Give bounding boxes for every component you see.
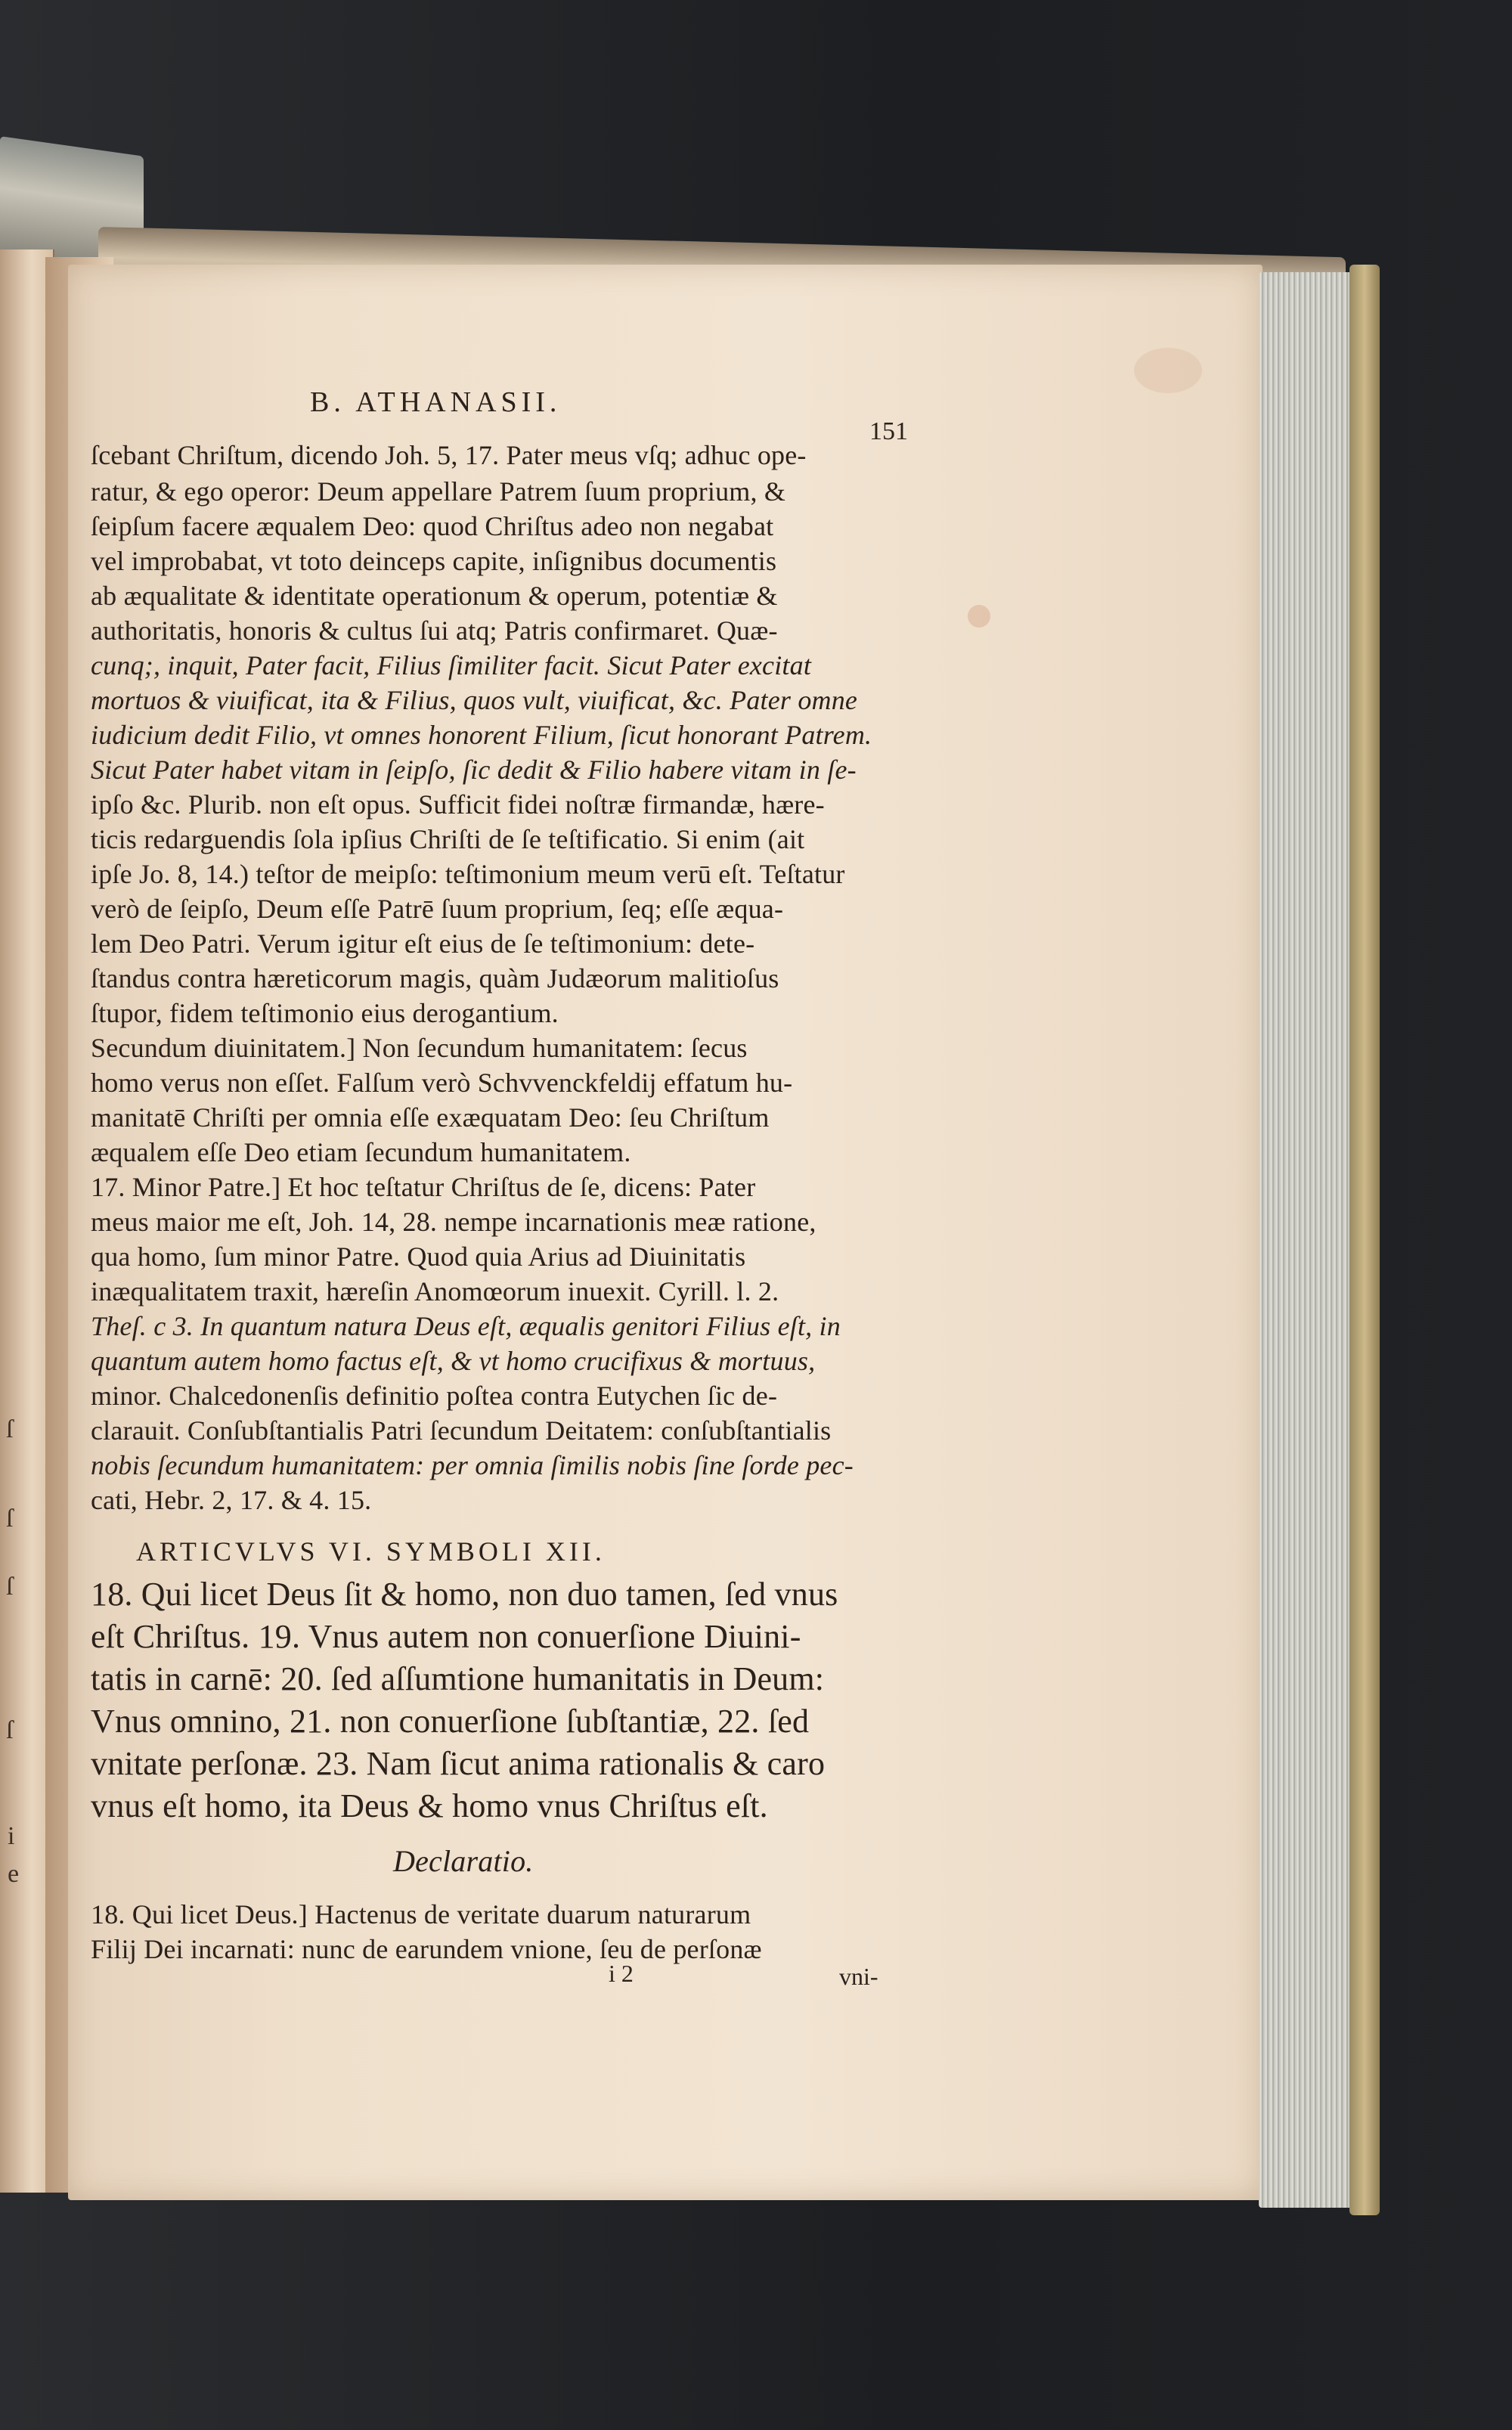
symbol-text-line: Vnus omnino, 21. non conuerſione ſubſtantiæ, 22. ſed <box>91 1703 810 1740</box>
text-line: mortuos & viuificat, ita & Filius, quos vult, viuificat, &c. Pater omne <box>91 685 858 715</box>
text-line: Secundum diuinitatem.] Non ſecundum humanitatem: ſecus <box>91 1033 748 1063</box>
text-line: Theſ. c 3. In quantum natura Deus eſt, æqualis genitori Filius eſt, in <box>91 1311 841 1341</box>
text-line: Filij Dei incarnati: nunc de earundem vnione, ſeu de perſonæ <box>91 1934 762 1964</box>
catchword: vni- <box>839 1963 878 1990</box>
left-fragment: ſ <box>6 1505 14 1533</box>
symbol-text-line: vnus eſt homo, ita Deus & homo vnus Chriſtus eſt. <box>91 1787 768 1824</box>
text-line: quantum autem homo factus eſt, & vt homo crucifixus & mortuus, <box>91 1346 816 1376</box>
text-line: nobis ſecundum humanitatem: per omnia ſimilis nobis ſine ſorde pec- <box>91 1450 854 1480</box>
left-fragment: ſ <box>6 1415 14 1443</box>
running-title: B. ATHANASII. <box>310 386 562 418</box>
left-fragment: ſ <box>6 1573 14 1601</box>
text-line: Sicut Pater habet vitam in ſeipſo, ſic dedit & Filio habere vitam in ſe- <box>91 755 857 785</box>
symbol-text-line: eſt Chriſtus. 19. Vnus autem non conuerſione Diuini- <box>91 1618 801 1655</box>
page-number: 151 <box>869 417 908 445</box>
text-line: inæqualitatem traxit, hæreſin Anomœorum inuexit. Cyrill. l. 2. <box>91 1276 779 1306</box>
text-line: ticis redarguendis ſola ipſius Chriſti de ſe teſtificatio. Si enim (ait <box>91 824 805 854</box>
text-line: authoritatis, honoris & cultus ſui atq; Patris confirmaret. Quæ- <box>91 615 778 646</box>
page-stain <box>968 605 990 628</box>
text-line: ratur, & ego operor: Deum appellare Patrem ſuum proprium, & <box>91 476 786 507</box>
left-fragment: i <box>8 1822 15 1850</box>
text-line: ſcebant Chriſtum, dicendo Joh. 5, 17. Pater meus vſq; adhuc ope- <box>91 440 807 470</box>
signature-mark: i 2 <box>609 1960 634 1987</box>
text-line: qua homo, ſum minor Patre. Quod quia Arius ad Diuinitatis <box>91 1241 746 1272</box>
text-line: homo verus non eſſet. Falſum verò Schvvenckfeldij effatum hu- <box>91 1068 793 1098</box>
text-line: meus maior me eſt, Joh. 14, 28. nempe incarnationis meæ ratione, <box>91 1207 816 1237</box>
text-line: ipſo &c. Plurib. non eſt opus. Sufficit fidei noſtræ firmandæ, hære- <box>91 789 825 820</box>
text-line: ab æqualitate & identitate operationum & operum, potentiæ & <box>91 581 778 611</box>
text-line: cunq;, inquit, Pater facit, Filius ſimiliter facit. Sicut Pater excitat <box>91 650 812 680</box>
text-line: iudicium dedit Filio, vt omnes honorent Filium, ſicut honorant Patrem. <box>91 720 872 750</box>
text-line: manitatē Chriſti per omnia eſſe exæquatam Deo: ſeu Chriſtum <box>91 1102 770 1133</box>
left-fragment: ſ <box>6 1716 14 1744</box>
symbol-text-line: 18. Qui licet Deus ſit & homo, non duo tamen, ſed vnus <box>91 1576 838 1613</box>
text-line: ipſe Jo. 8, 14.) teſtor de meipſo: teſtimonium meum verū eſt. Teſtatur <box>91 859 845 889</box>
text-line: ſtandus contra hæreticorum magis, quàm Judæorum malitioſus <box>91 963 779 993</box>
text-line: ſtupor, fidem teſtimonio eius derogantium. <box>91 998 559 1028</box>
text-line: 18. Qui licet Deus.] Hactenus de veritate duarum naturarum <box>91 1899 751 1929</box>
text-line: cati, Hebr. 2, 17. & 4. 15. <box>91 1485 372 1515</box>
text-line: verò de ſeipſo, Deum eſſe Patrē ſuum proprium, ſeq; eſſe æqua- <box>91 894 784 924</box>
symbol-text-line: vnitate perſonæ. 23. Nam ſicut anima rationalis & caro <box>91 1745 826 1782</box>
text-line: æqualem eſſe Deo etiam ſecundum humanitatem. <box>91 1137 631 1167</box>
text-line: minor. Chalcedonenſis definitio poſtea contra Eutychen ſic de- <box>91 1381 778 1411</box>
text-line: 17. Minor Patre.] Et hoc teſtatur Chriſtus de ſe, dicens: Pater <box>91 1172 756 1202</box>
declaratio-heading: Declaratio. <box>393 1844 534 1878</box>
right-page-stack <box>1259 272 1353 2208</box>
page-stain <box>1134 348 1202 393</box>
right-cover-board <box>1349 265 1380 2215</box>
text-line: vel improbabat, vt toto deinceps capite, inſignibus documentis <box>91 546 777 576</box>
left-fragment: e <box>8 1860 20 1888</box>
text-line: ſeipſum facere æqualem Deo: quod Chriſtus adeo non negabat <box>91 511 774 541</box>
text-line: clarauit. Conſubſtantialis Patri ſecundum Deitatem: conſubſtantialis <box>91 1415 832 1446</box>
symbol-text-line: tatis in carnē: 20. ſed aſſumtione humanitatis in Deum: <box>91 1660 825 1697</box>
text-line: lem Deo Patri. Verum igitur eſt eius de ſe teſtimonium: dete- <box>91 928 755 959</box>
article-heading: ARTICVLVS VI. SYMBOLI XII. <box>136 1536 606 1567</box>
